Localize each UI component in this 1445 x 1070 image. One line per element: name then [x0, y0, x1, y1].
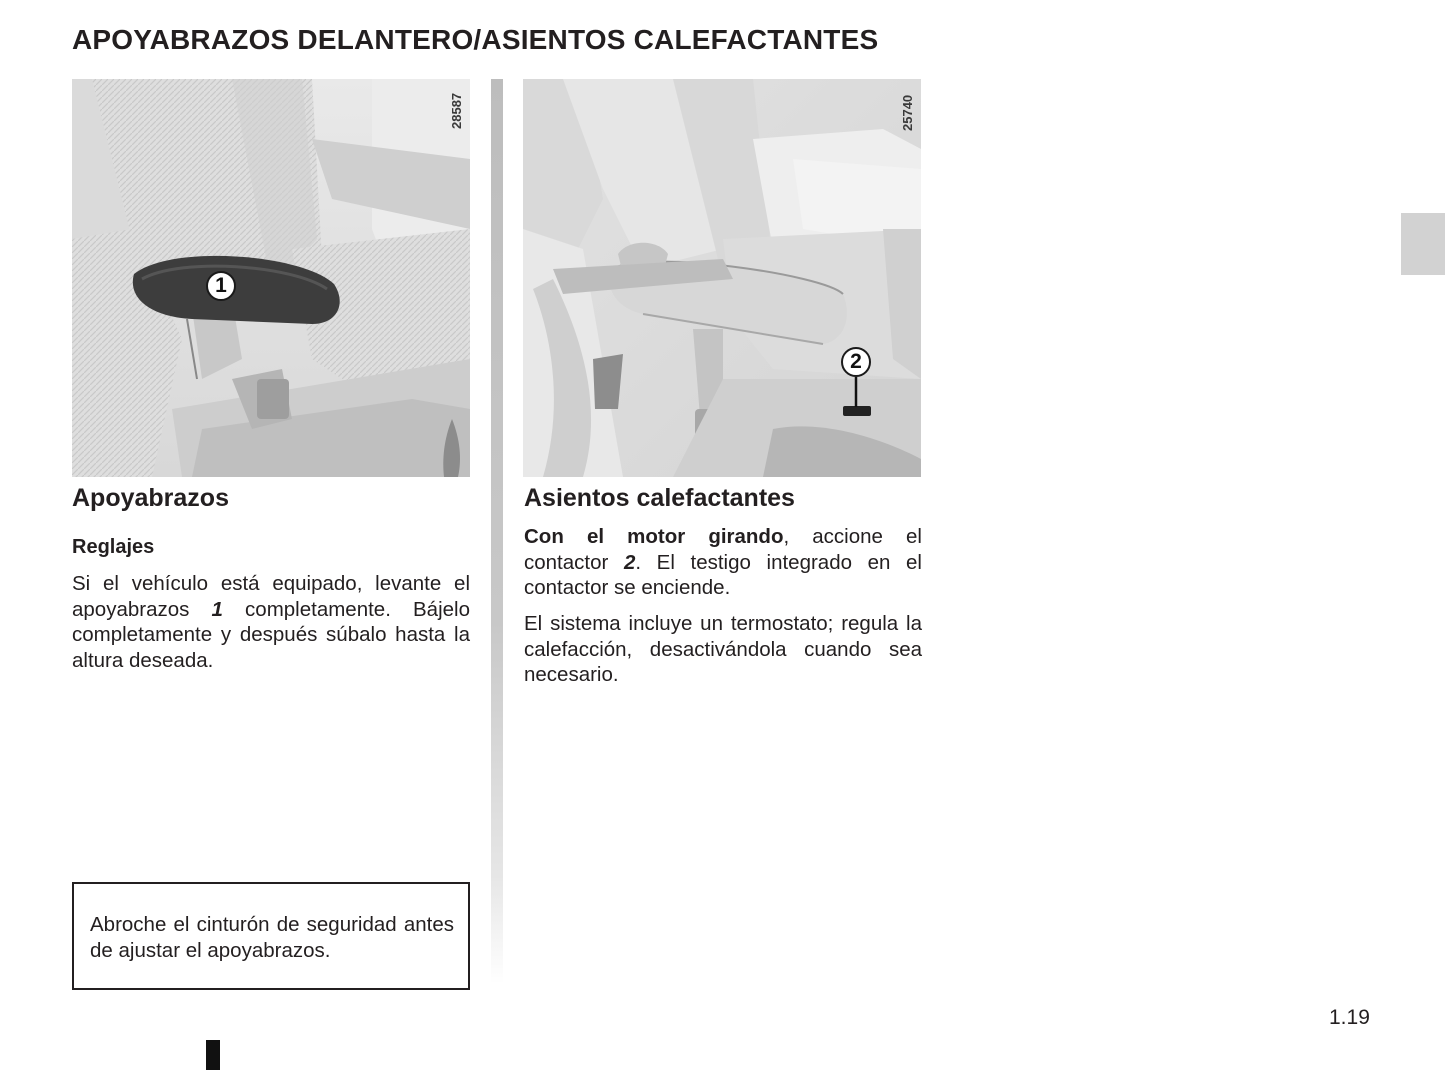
figure-ref-number: 25740 [900, 94, 915, 131]
page-number: 1.19 [1329, 1006, 1370, 1029]
heated-seat-illustration [523, 79, 921, 477]
armrest-ref: 1 [211, 597, 223, 621]
section-tab-marker [1401, 213, 1445, 275]
safety-note-box [72, 882, 470, 990]
adjustments-subheading: Reglajes [72, 536, 155, 558]
safety-note-text: Abroche el cinturón de seguridad antes de ajustar el apoyabrazos. [90, 913, 454, 962]
figure-ref-number: 28587 [449, 92, 464, 129]
column-divider [491, 79, 503, 984]
heated-seat-figure [523, 79, 921, 477]
armrest-instructions: Si el vehículo está equipado, levante el apoyabrazos 1 completamente. Bájelo completamente y después súbalo hasta la altura deseada. [72, 572, 470, 672]
callout-1-badge: 1 [206, 271, 236, 301]
switch-ref: 2 [623, 550, 636, 574]
armrest-figure [72, 79, 470, 477]
thermostat-paragraph: El sistema incluye un termostato; regula la calefacción, desactivándola cuando sea necesario. [524, 612, 922, 686]
bottom-crop-mark [206, 1040, 220, 1070]
armrest-illustration [72, 79, 470, 477]
armrest-heading: Apoyabrazos [72, 484, 229, 512]
callout-2-badge: 2 [841, 347, 871, 377]
page-title: APOYABRAZOS DELANTERO/ASIENTOS CALEFACTANTES [72, 24, 879, 55]
heated-seats-heading: Asientos calefactantes [524, 484, 795, 512]
heated-seats-instructions: Con el motor girando, accione el contactor 2. El testigo integrado en el contactor se enciende. [524, 525, 922, 599]
engine-running-emphasis: Con el motor girando [524, 525, 784, 548]
